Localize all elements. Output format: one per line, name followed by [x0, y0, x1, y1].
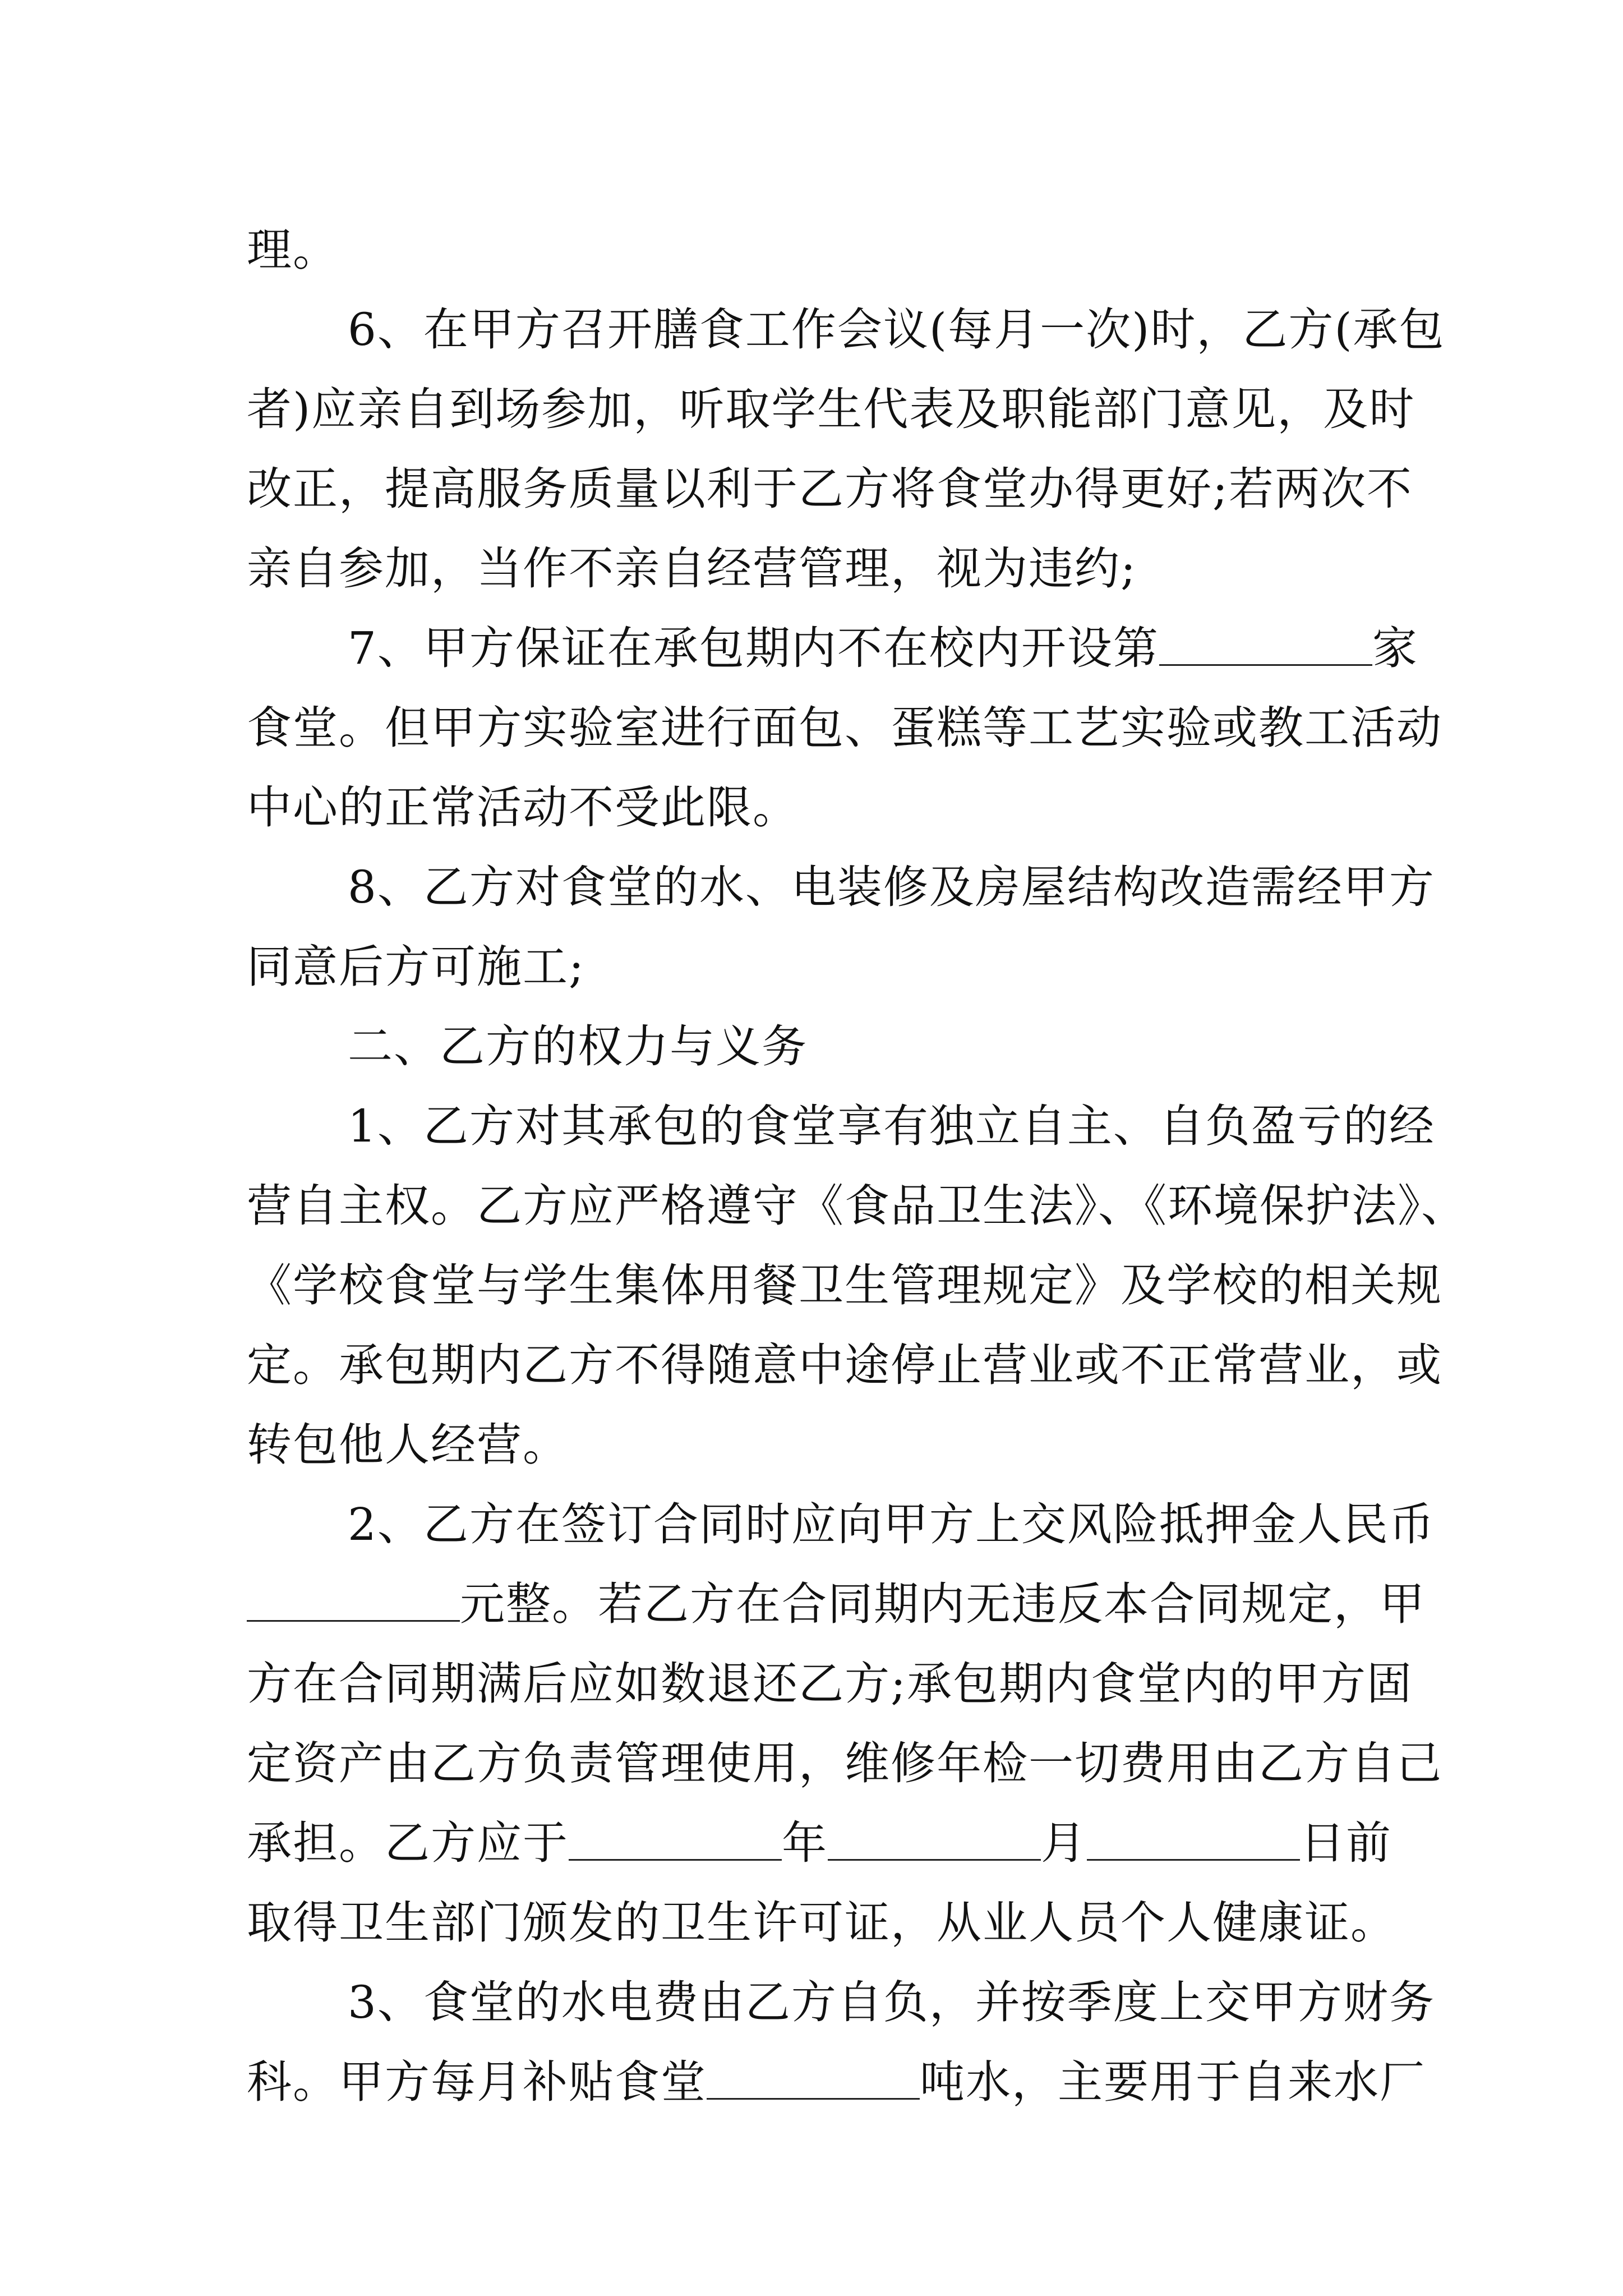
line-text: 转包他人经营。	[247, 1419, 569, 1471]
clause-7-line-1	[247, 609, 1418, 688]
line-text: 吨水，主要用于自来水厂	[920, 2056, 1426, 2108]
fill-in-blank	[1087, 1814, 1300, 1861]
clause-6-line-4	[247, 529, 1396, 609]
text-line	[247, 210, 1396, 290]
clause-8-line-2	[247, 927, 1396, 1007]
contract-body	[247, 210, 1467, 2122]
clause-6-line-2	[247, 370, 1415, 449]
clause-b1-line-4	[247, 1326, 1442, 1405]
clause-b2-line-6	[247, 1883, 1396, 1963]
line-text: 《学校食堂与学生集体用餐卫生管理规定》及学校的相关规	[247, 1259, 1442, 1312]
clause-b2-line-5	[247, 1803, 1396, 1883]
line-text: 7、甲方保证在承包期内不在校内开设第	[348, 622, 1159, 674]
clause-b3-line-1	[247, 1963, 1435, 2042]
line-text: 取得卫生部门颁发的卫生许可证，从业人员个人健康证。	[247, 1897, 1396, 1949]
line-text: 3、食堂的水电费由乙方自负，并按季度上交甲方财务	[348, 1976, 1435, 2028]
line-text: 亲自参加，当作不亲自经营管理，视为违约;	[247, 542, 1137, 595]
line-text: 改正，提高服务质量以利于乙方将食堂办得更好;若两次不	[247, 463, 1413, 515]
clause-6-line-3	[247, 449, 1413, 529]
line-text: 承担。乙方应于	[247, 1817, 569, 1869]
line-text: 家	[1372, 622, 1418, 674]
clause-7-line-3	[247, 768, 1396, 848]
fill-in-blank	[569, 1814, 782, 1861]
fill-in-blank	[247, 1575, 460, 1622]
clause-b1-line-3	[247, 1246, 1442, 1326]
clause-b2-line-2	[247, 1565, 1426, 1644]
line-text: 2、乙方在签订合同时应向甲方上交风险抵押金人民币	[348, 1498, 1435, 1550]
fill-in-blank	[707, 2053, 920, 2100]
line-text: 定。承包期内乙方不得随意中途停止营业或不正常营业，或	[247, 1339, 1442, 1391]
clause-b2-line-1	[247, 1485, 1435, 1565]
line-text: 1、乙方对其承包的食堂享有独立自主、自负盈亏的经	[348, 1100, 1435, 1152]
line-text: 定资产由乙方负责管理使用，维修年检一切费用由乙方自己	[247, 1737, 1442, 1789]
line-text: 者)应亲自到场参加，听取学生代表及职能部门意见，及时	[247, 383, 1415, 435]
line-text: 8、乙方对食堂的水、电装修及房屋结构改造需经甲方	[348, 861, 1435, 913]
clause-b2-line-3	[247, 1644, 1413, 1724]
line-text: 日前	[1300, 1817, 1392, 1869]
line-text: 中心的正常活动不受此限。	[247, 781, 799, 834]
fill-in-blank	[828, 1814, 1041, 1861]
fill-in-blank	[1159, 619, 1372, 666]
line-text: 科。甲方每月补贴食堂	[247, 2056, 707, 2108]
line-text: 同意后方可施工;	[247, 941, 585, 993]
line-text: 理。	[247, 224, 339, 276]
line-text: 食堂。但甲方实验室进行面包、蛋糕等工艺实验或教工活动	[247, 702, 1442, 754]
clause-7-line-2	[247, 688, 1442, 768]
clause-b3-line-2	[247, 2042, 1426, 2122]
clause-6-line-1	[247, 290, 1445, 370]
section-heading	[247, 1007, 1396, 1087]
line-text: 年	[782, 1817, 828, 1869]
line-text: 二、乙方的权力与义务	[348, 1020, 808, 1073]
clause-b1-line-1	[247, 1087, 1435, 1166]
line-text: 月	[1041, 1817, 1087, 1869]
clause-b2-line-4	[247, 1724, 1442, 1803]
clause-b1-line-2	[247, 1166, 1467, 1246]
clause-b1-line-5	[247, 1405, 1396, 1485]
line-text: 6、在甲方召开膳食工作会议(每月一次)时，乙方(承包	[348, 303, 1445, 356]
clause-8-line-1	[247, 848, 1435, 927]
line-text: 元整。若乙方在合同期内无违反本合同规定，甲	[460, 1578, 1426, 1630]
line-text: 营自主权。乙方应严格遵守《食品卫生法》、《环境保护法》、	[247, 1180, 1467, 1232]
line-text: 方在合同期满后应如数退还乙方;承包期内食堂内的甲方固	[247, 1658, 1413, 1710]
